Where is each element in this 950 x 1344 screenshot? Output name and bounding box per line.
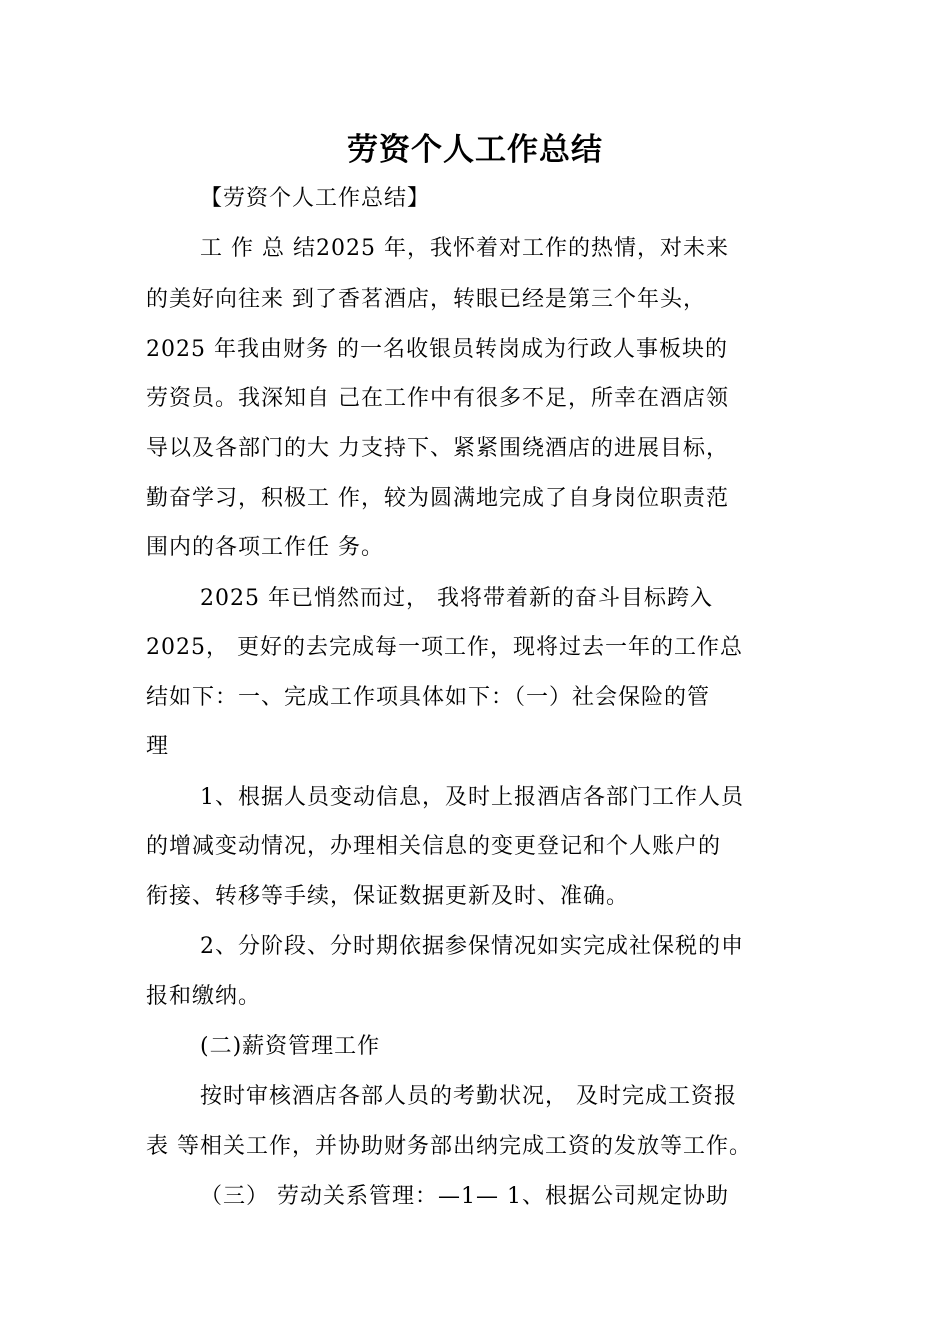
paragraph-line: 理	[146, 734, 170, 759]
subsection-heading: (二)薪资管理工作	[200, 1034, 381, 1059]
paragraph-line: 的增减变动情况，办理相关信息的变更登记和个人账户的	[146, 834, 722, 859]
document-title: 劳资个人工作总结	[347, 132, 603, 168]
paragraph-line: 勤奋学习，积极工 作，较为圆满地完成了自身岗位职责范	[146, 486, 729, 511]
paragraph-line: 1、根据人员变动信息，及时上报酒店各部门工作人员	[200, 785, 744, 810]
paragraph-line: 报和缴纳。	[146, 984, 262, 1009]
paragraph-line: 结如下：一、完成工作项具体如下：（一）社会保险的管	[146, 685, 711, 710]
paragraph-line: 2、分阶段、分时期依据参保情况如实完成社保税的申	[200, 934, 744, 959]
paragraph-line: 2025 年已悄然而过， 我将带着新的奋斗目标跨入	[200, 586, 713, 611]
paragraph-line: 2025， 更好的去完成每一项工作，现将过去一年的工作总	[146, 635, 743, 660]
paragraph-line: 导以及各部门的大 力支持下、紧紧围绕酒店的进展目标，	[146, 436, 729, 461]
paragraph-line: 工 作 总 结2025 年，我怀着对工作的热情，对未来	[200, 236, 729, 261]
paragraph-line: 按时审核酒店各部人员的考勤状况， 及时完成工资报	[200, 1084, 737, 1109]
paragraph-line: 2025 年我由财务 的一名收银员转岗成为行政人事板块的	[146, 337, 728, 362]
paragraph-line: 劳资员。我深知自 己在工作中有很多不足，所幸在酒店领	[146, 386, 729, 411]
paragraph-line: 表 等相关工作，并协助财务部出纳完成工资的发放等工作。	[146, 1134, 752, 1159]
paragraph-line: 围内的各项工作任 务。	[146, 535, 384, 560]
paragraph-line: 衔接、转移等手续，保证数据更新及时、准确。	[146, 884, 630, 909]
section-heading: 【劳资个人工作总结】	[200, 186, 431, 211]
paragraph-line: （三） 劳动关系管理：—1— 1、根据公司规定协助	[200, 1184, 729, 1209]
paragraph-line: 的美好向往来 到了香茗酒店，转眼已经是第三个年头，	[146, 287, 706, 312]
